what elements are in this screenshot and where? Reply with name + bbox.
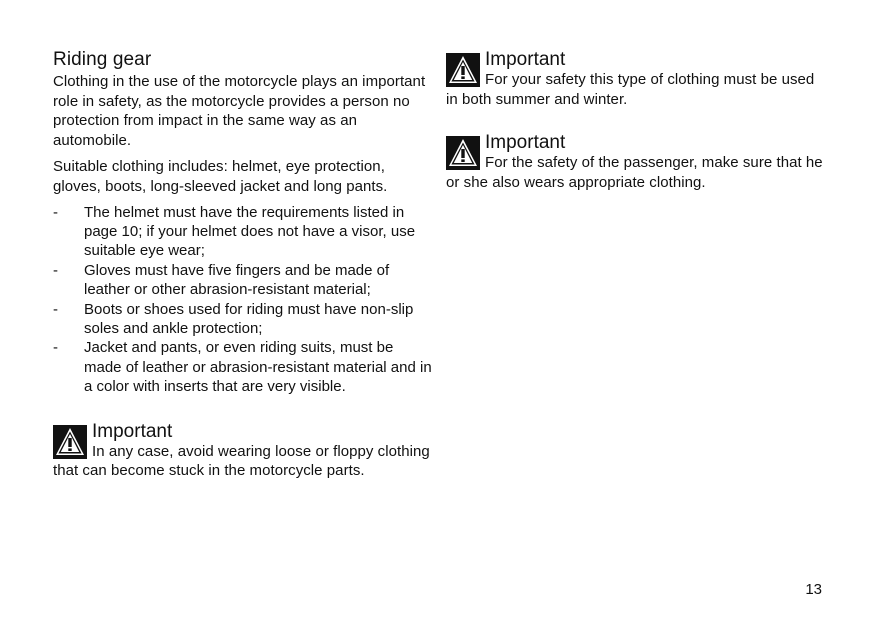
- important-text: In any case, avoid wearing loose or floppy clothing that can become stuck in the motorcycle parts.: [53, 442, 430, 480]
- important-notice-loose-clothing: [53, 420, 433, 481]
- important-title: Important: [92, 420, 173, 442]
- important-notice-seasons: [446, 48, 826, 109]
- suitable-clothing-paragraph: Suitable clothing includes: helmet, eye protection, gloves, boots, long-sleeved jacket and long pants.: [53, 158, 388, 195]
- important-text: For the safety of the passenger, make sure that he or she also wears appropriate clothing.: [446, 154, 823, 191]
- important-title: Important: [485, 132, 566, 154]
- list-item: - Jacket and pants, or even riding suits, must be made of leather or abrasion-resistant material and in a color with inserts that are very visible.: [53, 339, 432, 396]
- section-heading: Riding gear: [53, 49, 152, 70]
- requirements-list: [53, 203, 433, 397]
- list-item: - The helmet must have the requirements listed in page 10; if your helmet does not have a visor, use suitable eye wear;: [53, 203, 416, 260]
- important-title: Important: [485, 49, 566, 70]
- left-column: [53, 48, 433, 481]
- important-text: For your safety this type of clothing must be used in both summer and winter.: [446, 71, 815, 108]
- warning-triangle-icon: [446, 53, 480, 87]
- list-item: - Boots or shoes used for riding must have non-slip soles and ankle protection;: [53, 300, 414, 337]
- warning-triangle-icon: [53, 425, 87, 459]
- intro-paragraph: Clothing in the use of the motorcycle plays an important role in safety, as the motorcycle provides a person no protection from impact in the same way as an automobile.: [53, 73, 426, 149]
- list-item: - Gloves must have five fingers and be made of leather or other abrasion-resistant material;: [53, 261, 390, 299]
- warning-triangle-icon: [446, 136, 480, 170]
- right-column: [446, 48, 826, 192]
- important-notice-passenger: [446, 131, 826, 192]
- page-number: 13: [805, 581, 822, 598]
